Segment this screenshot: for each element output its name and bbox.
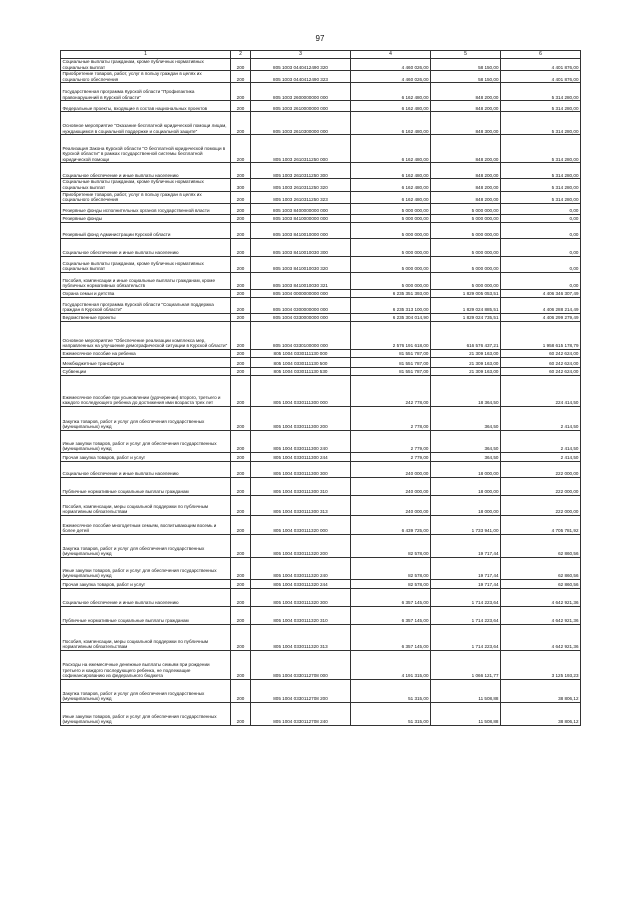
- row-approved-cell: 4 191 315,00: [351, 650, 431, 679]
- row-name-cell: Пособия, компенсации и иные социальные выплаты гражданам, кроме публичных нормативных обязательств: [61, 272, 231, 289]
- row-executed-cell: 1 714 223,64: [431, 588, 501, 606]
- row-executed-cell: 21 309 163,00: [431, 349, 501, 357]
- table-row: [61, 321, 581, 349]
- row-executed-cell: 1 714 223,64: [431, 606, 501, 624]
- row-code-cell: 200: [231, 101, 251, 112]
- column-header: 1: [61, 51, 231, 59]
- table-row: [61, 203, 581, 214]
- row-code-cell: 200: [231, 349, 251, 357]
- row-remainder-cell: 0,00: [501, 256, 581, 272]
- row-code-cell: 200: [231, 375, 251, 406]
- row-classification-cell: 805 1004 0330111320 000: [251, 515, 351, 534]
- row-remainder-cell: 60 242 624,00: [501, 357, 581, 367]
- table-row: [61, 214, 581, 222]
- row-approved-cell: 240 000,00: [351, 477, 431, 495]
- row-remainder-cell: 5 314 280,00: [501, 101, 581, 112]
- row-name-cell: Прочая закупка товаров, работ и услуг: [61, 452, 231, 461]
- row-name-cell: Социальное обеспечение и иные выплаты населению: [61, 238, 231, 256]
- row-remainder-cell: 2 414,50: [501, 406, 581, 430]
- row-remainder-cell: 4 406 299 279,49: [501, 313, 581, 321]
- row-name-cell: Реализация Закона Курской области "О бесплатной юридической помощи в Курской области" в рамках государственной системы бесплатной юридической помощи: [61, 135, 231, 163]
- row-executed-cell: 58 150,00: [431, 71, 501, 83]
- row-name-cell: Иные закупки товаров, работ и услуг для обеспечения государственных (муниципальных) нужд: [61, 557, 231, 579]
- table-row: [61, 71, 581, 83]
- row-approved-cell: 4 460 026,00: [351, 71, 431, 83]
- row-classification-cell: 805 1003 8400000000 000: [251, 203, 351, 214]
- table-row: [61, 495, 581, 515]
- row-code-cell: 200: [231, 357, 251, 367]
- row-approved-cell: 6 235 351 393,00: [351, 289, 431, 297]
- row-name-cell: Резервный фонд Администрации Курской области: [61, 222, 231, 238]
- row-approved-cell: 5 000 000,00: [351, 272, 431, 289]
- row-classification-cell: 805 1004 0330112708 000: [251, 650, 351, 679]
- row-remainder-cell: 4 406 288 214,49: [501, 297, 581, 313]
- row-code-cell: 200: [231, 588, 251, 606]
- row-classification-cell: 805 1004 0330111130 000: [251, 349, 351, 357]
- row-approved-cell: 5 000 000,00: [351, 214, 431, 222]
- row-classification-cell: 805 1003 8410000000 000: [251, 214, 351, 222]
- row-approved-cell: 5 000 000,00: [351, 222, 431, 238]
- row-remainder-cell: 0,00: [501, 203, 581, 214]
- row-executed-cell: 19 717,44: [431, 534, 501, 557]
- table-row: [61, 557, 581, 579]
- table-row: [61, 534, 581, 557]
- row-classification-cell: 805 1004 0330000000 000: [251, 313, 351, 321]
- row-classification-cell: 805 1004 0330111300 200: [251, 406, 351, 430]
- row-approved-cell: 2 779,00: [351, 452, 431, 461]
- row-remainder-cell: 2 414,50: [501, 430, 581, 452]
- row-name-cell: Прочая закупка товаров, работ и услуг: [61, 579, 231, 588]
- row-executed-cell: 18 000,00: [431, 495, 501, 515]
- row-code-cell: 200: [231, 289, 251, 297]
- row-approved-cell: 6 235 313 100,00: [351, 297, 431, 313]
- row-approved-cell: 4 460 026,00: [351, 59, 431, 71]
- row-remainder-cell: 5 314 280,00: [501, 179, 581, 191]
- table-row: [61, 163, 581, 179]
- row-name-cell: Закупка товаров, работ и услуг для обеспечения государственных (муниципальных) нужд: [61, 534, 231, 557]
- row-executed-cell: 19 717,44: [431, 579, 501, 588]
- row-executed-cell: 58 150,00: [431, 59, 501, 71]
- row-approved-cell: 2 778,00: [351, 406, 431, 430]
- row-classification-cell: 805 1004 0330111300 000: [251, 375, 351, 406]
- row-code-cell: 200: [231, 461, 251, 477]
- column-header: 4: [351, 51, 431, 59]
- row-executed-cell: 848 200,00: [431, 163, 501, 179]
- row-name-cell: Социальное обеспечение и иные выплаты населению: [61, 163, 231, 179]
- row-executed-cell: 5 000 000,00: [431, 214, 501, 222]
- row-approved-cell: 2 779,00: [351, 430, 431, 452]
- row-remainder-cell: 222 000,00: [501, 461, 581, 477]
- row-executed-cell: 848 200,00: [431, 191, 501, 203]
- row-approved-cell: 240 000,00: [351, 461, 431, 477]
- row-approved-cell: 81 551 787,00: [351, 357, 431, 367]
- table-row: [61, 430, 581, 452]
- row-code-cell: 200: [231, 83, 251, 101]
- row-name-cell: Публичные нормативные социальные выплаты гражданам: [61, 477, 231, 495]
- row-code-cell: 200: [231, 71, 251, 83]
- row-name-cell: Закупка товаров, работ и услуг для обеспечения государственных (муниципальных) нужд: [61, 406, 231, 430]
- row-name-cell: Охрана семьи и детства: [61, 289, 231, 297]
- column-header: 5: [431, 51, 501, 59]
- row-code-cell: 200: [231, 477, 251, 495]
- row-approved-cell: 5 000 000,00: [351, 256, 431, 272]
- table-row: [61, 357, 581, 367]
- table-row: [61, 452, 581, 461]
- row-name-cell: Резервные фонды исполнительных органов государственной власти: [61, 203, 231, 214]
- row-code-cell: 200: [231, 297, 251, 313]
- row-remainder-cell: 62 860,56: [501, 534, 581, 557]
- row-code-cell: 200: [231, 557, 251, 579]
- row-executed-cell: 21 309 163,00: [431, 367, 501, 375]
- row-executed-cell: 18 364,50: [431, 375, 501, 406]
- row-executed-cell: 1 829 024 735,51: [431, 313, 501, 321]
- row-executed-cell: 11 508,88: [431, 702, 501, 725]
- row-code-cell: 200: [231, 624, 251, 650]
- row-code-cell: 200: [231, 406, 251, 430]
- row-remainder-cell: 4 705 781,92: [501, 515, 581, 534]
- row-classification-cell: 805 1003 2610000000 000: [251, 101, 351, 112]
- table-row: [61, 679, 581, 702]
- row-classification-cell: 805 1003 8410010030 300: [251, 238, 351, 256]
- row-name-cell: Закупка товаров, работ и услуг для обеспечения государственных (муниципальных) нужд: [61, 679, 231, 702]
- table-row: [61, 83, 581, 101]
- row-name-cell: Основное мероприятие "Обеспечение реализации комплекса мер, направленных на улучшение демографической ситуации в Курской области": [61, 321, 231, 349]
- row-name-cell: Социальное обеспечение и иные выплаты населению: [61, 588, 231, 606]
- row-classification-cell: 805 1003 0440412490 323: [251, 71, 351, 83]
- row-name-cell: Социальные выплаты гражданам, кроме публичных нормативных социальных выплат: [61, 179, 231, 191]
- row-executed-cell: 5 000 000,00: [431, 272, 501, 289]
- row-code-cell: 200: [231, 679, 251, 702]
- table-row: [61, 349, 581, 357]
- table-row: [61, 313, 581, 321]
- row-remainder-cell: 60 242 624,00: [501, 349, 581, 357]
- row-approved-cell: 6 357 145,00: [351, 588, 431, 606]
- row-code-cell: 200: [231, 112, 251, 135]
- row-remainder-cell: 0,00: [501, 272, 581, 289]
- row-classification-cell: 805 1003 2610311250 000: [251, 135, 351, 163]
- row-executed-cell: 848 200,00: [431, 83, 501, 101]
- row-code-cell: 200: [231, 534, 251, 557]
- table-row: [61, 515, 581, 534]
- row-remainder-cell: 3 125 193,23: [501, 650, 581, 679]
- table-row: [61, 375, 581, 406]
- row-approved-cell: 6 235 304 014,90: [351, 313, 431, 321]
- row-name-cell: Государственная программа Курской области "Социальная поддержка граждан в Курской области": [61, 297, 231, 313]
- row-remainder-cell: 5 314 280,00: [501, 163, 581, 179]
- table-row: [61, 191, 581, 203]
- row-approved-cell: 82 578,00: [351, 579, 431, 588]
- row-remainder-cell: 38 806,12: [501, 679, 581, 702]
- column-header: 2: [231, 51, 251, 59]
- row-remainder-cell: 5 314 280,00: [501, 83, 581, 101]
- row-executed-cell: 5 000 000,00: [431, 203, 501, 214]
- row-executed-cell: 19 717,44: [431, 557, 501, 579]
- row-remainder-cell: 4 401 876,00: [501, 71, 581, 83]
- row-remainder-cell: 4 642 921,36: [501, 606, 581, 624]
- row-code-cell: 200: [231, 606, 251, 624]
- row-approved-cell: 6 357 145,00: [351, 606, 431, 624]
- row-classification-cell: 805 1004 0330111320 300: [251, 588, 351, 606]
- row-classification-cell: 805 1004 0330111130 530: [251, 367, 351, 375]
- table-row: [61, 297, 581, 313]
- row-classification-cell: 805 1004 0330100000 000: [251, 321, 351, 349]
- row-code-cell: 200: [231, 214, 251, 222]
- row-executed-cell: 5 000 000,00: [431, 256, 501, 272]
- table-row: [61, 606, 581, 624]
- table-row: [61, 624, 581, 650]
- row-name-cell: Основное мероприятие "Оказание бесплатной юридической помощи лицам, нуждающимся в социальной поддержке и социальной защите": [61, 112, 231, 135]
- row-remainder-cell: 4 642 921,36: [501, 624, 581, 650]
- row-code-cell: 200: [231, 702, 251, 725]
- row-name-cell: Приобретение товаров, работ, услуг в пользу граждан в целях их социального обеспечения: [61, 191, 231, 203]
- row-approved-cell: 6 162 480,00: [351, 101, 431, 112]
- row-classification-cell: 805 1003 8410010030 321: [251, 272, 351, 289]
- table-row: [61, 477, 581, 495]
- row-approved-cell: 81 551 787,00: [351, 367, 431, 375]
- row-name-cell: Иные закупки товаров, работ и услуг для обеспечения государственных (муниципальных) нужд: [61, 430, 231, 452]
- table-row: [61, 222, 581, 238]
- table-row: [61, 238, 581, 256]
- row-remainder-cell: 0,00: [501, 214, 581, 222]
- row-executed-cell: 616 576 437,21: [431, 321, 501, 349]
- row-remainder-cell: 4 406 346 307,49: [501, 289, 581, 297]
- column-header: 3: [251, 51, 351, 59]
- row-classification-cell: 805 1004 0330111300 244: [251, 452, 351, 461]
- table-row: [61, 702, 581, 725]
- row-code-cell: 200: [231, 650, 251, 679]
- row-name-cell: Пособия, компенсации, меры социальной поддержки по публичным нормативным обязательствам: [61, 495, 231, 515]
- table-row: [61, 59, 581, 71]
- row-name-cell: Социальное обеспечение и иные выплаты населению: [61, 461, 231, 477]
- row-approved-cell: 242 778,00: [351, 375, 431, 406]
- row-approved-cell: 6 162 480,00: [351, 163, 431, 179]
- row-remainder-cell: 62 860,56: [501, 579, 581, 588]
- row-remainder-cell: 60 242 624,00: [501, 367, 581, 375]
- row-remainder-cell: 224 414,50: [501, 375, 581, 406]
- page-number: 97: [315, 34, 325, 43]
- row-code-cell: 200: [231, 515, 251, 534]
- row-name-cell: Ежемесячное пособие при усыновлении (удочерении) второго, третьего и каждого последующего ребенка до достижения ими возраста трех лет: [61, 375, 231, 406]
- table-row: [61, 588, 581, 606]
- row-name-cell: Межбюджетные трансферты: [61, 357, 231, 367]
- row-classification-cell: 805 1004 0330111320 244: [251, 579, 351, 588]
- table-row: [61, 461, 581, 477]
- table-row: [61, 101, 581, 112]
- row-classification-cell: 805 1003 2610311250 300: [251, 163, 351, 179]
- row-approved-cell: 82 578,00: [351, 534, 431, 557]
- row-approved-cell: 2 576 191 618,00: [351, 321, 431, 349]
- table-row: [61, 406, 581, 430]
- row-classification-cell: 805 1003 2600000000 000: [251, 83, 351, 101]
- row-remainder-cell: 222 000,00: [501, 477, 581, 495]
- row-code-cell: 200: [231, 367, 251, 375]
- row-approved-cell: 240 000,00: [351, 495, 431, 515]
- row-classification-cell: 805 1004 0330112708 200: [251, 679, 351, 702]
- row-classification-cell: 805 1004 0330111130 500: [251, 357, 351, 367]
- row-approved-cell: 6 162 480,00: [351, 83, 431, 101]
- row-executed-cell: 1 829 024 885,51: [431, 297, 501, 313]
- row-classification-cell: 805 1003 2610311250 323: [251, 191, 351, 203]
- row-code-cell: 200: [231, 313, 251, 321]
- row-code-cell: 200: [231, 203, 251, 214]
- row-remainder-cell: 5 314 280,00: [501, 191, 581, 203]
- row-approved-cell: 6 357 145,00: [351, 624, 431, 650]
- column-header: 6: [501, 51, 581, 59]
- row-approved-cell: 6 439 725,00: [351, 515, 431, 534]
- row-executed-cell: 364,50: [431, 452, 501, 461]
- row-approved-cell: 51 315,00: [351, 679, 431, 702]
- row-remainder-cell: 38 806,12: [501, 702, 581, 725]
- row-approved-cell: 81 551 787,00: [351, 349, 431, 357]
- row-executed-cell: 18 000,00: [431, 461, 501, 477]
- row-classification-cell: 805 1003 0440412490 320: [251, 59, 351, 71]
- row-remainder-cell: 0,00: [501, 238, 581, 256]
- row-executed-cell: 848 200,00: [431, 179, 501, 191]
- table-row: [61, 289, 581, 297]
- row-executed-cell: 848 200,00: [431, 135, 501, 163]
- row-code-cell: 200: [231, 135, 251, 163]
- table-row: [61, 272, 581, 289]
- row-name-cell: Социальные выплаты гражданам, кроме публичных нормативных социальных выплат: [61, 256, 231, 272]
- row-remainder-cell: 62 860,56: [501, 557, 581, 579]
- row-code-cell: 200: [231, 256, 251, 272]
- budget-table: [60, 50, 581, 726]
- row-code-cell: 200: [231, 272, 251, 289]
- row-name-cell: Иные закупки товаров, работ и услуг для обеспечения государственных (муниципальных) нужд: [61, 702, 231, 725]
- row-remainder-cell: 4 642 921,36: [501, 588, 581, 606]
- row-classification-cell: 805 1004 0330111300 240: [251, 430, 351, 452]
- row-executed-cell: 5 000 000,00: [431, 238, 501, 256]
- row-name-cell: Субвенции: [61, 367, 231, 375]
- row-classification-cell: 805 1004 0330111320 200: [251, 534, 351, 557]
- row-approved-cell: 6 162 480,00: [351, 135, 431, 163]
- row-classification-cell: 805 1003 2610311250 320: [251, 179, 351, 191]
- row-approved-cell: 5 000 000,00: [351, 203, 431, 214]
- row-code-cell: 200: [231, 579, 251, 588]
- table-row: [61, 579, 581, 588]
- row-code-cell: 200: [231, 191, 251, 203]
- row-executed-cell: 11 508,88: [431, 679, 501, 702]
- row-approved-cell: 5 000 000,00: [351, 238, 431, 256]
- row-classification-cell: 805 1004 0330111300 300: [251, 461, 351, 477]
- row-code-cell: 200: [231, 495, 251, 515]
- table-row: [61, 650, 581, 679]
- row-remainder-cell: 5 314 280,00: [501, 112, 581, 135]
- row-executed-cell: 5 000 000,00: [431, 222, 501, 238]
- row-name-cell: Пособия, компенсации, меры социальной поддержки по публичным нормативным обязательствам: [61, 624, 231, 650]
- row-executed-cell: 848 200,00: [431, 101, 501, 112]
- row-approved-cell: 51 315,00: [351, 702, 431, 725]
- row-code-cell: 200: [231, 222, 251, 238]
- row-name-cell: Ежемесячное пособие на ребенка: [61, 349, 231, 357]
- row-name-cell: Государственная программа Курской области "Профилактика правонарушений в Курской области": [61, 83, 231, 101]
- row-name-cell: Ведомственные проекты: [61, 313, 231, 321]
- row-executed-cell: 848 300,00: [431, 112, 501, 135]
- row-classification-cell: 805 1003 8410010000 000: [251, 222, 351, 238]
- row-classification-cell: 805 1004 0330111300 313: [251, 495, 351, 515]
- row-name-cell: Социальные выплаты гражданам, кроме публичных нормативных социальных выплат: [61, 59, 231, 71]
- row-classification-cell: 805 1004 0330112708 240: [251, 702, 351, 725]
- row-name-cell: Расходы на ежемесячные денежные выплаты семьям при рождении третьего и каждого последующего ребенка, не подлежащие софинансированию из федерального бюджета: [61, 650, 231, 679]
- row-approved-cell: 6 162 480,00: [351, 191, 431, 203]
- row-code-cell: 200: [231, 238, 251, 256]
- row-code-cell: 200: [231, 321, 251, 349]
- table-row: [61, 367, 581, 375]
- table-row: [61, 135, 581, 163]
- row-approved-cell: 6 162 480,00: [351, 112, 431, 135]
- table-row: [61, 179, 581, 191]
- row-code-cell: 200: [231, 59, 251, 71]
- row-remainder-cell: 0,00: [501, 222, 581, 238]
- row-name-cell: Приобретение товаров, работ, услуг в пользу граждан в целях их социального обеспечения: [61, 71, 231, 83]
- row-classification-cell: 805 1003 8410010030 320: [251, 256, 351, 272]
- row-code-cell: 200: [231, 430, 251, 452]
- row-classification-cell: 805 1004 0300000000 000: [251, 297, 351, 313]
- row-remainder-cell: 5 314 280,00: [501, 135, 581, 163]
- row-classification-cell: 805 1004 0330111320 313: [251, 624, 351, 650]
- row-executed-cell: 1 829 005 053,51: [431, 289, 501, 297]
- row-remainder-cell: 1 958 615 178,79: [501, 321, 581, 349]
- table-row: [61, 112, 581, 135]
- row-name-cell: Федеральные проекты, входящие в состав национальных проектов: [61, 101, 231, 112]
- row-code-cell: 300: [231, 179, 251, 191]
- row-approved-cell: 82 578,00: [351, 557, 431, 579]
- row-classification-cell: 805 1004 0330111300 310: [251, 477, 351, 495]
- row-remainder-cell: 222 000,00: [501, 495, 581, 515]
- table-row: [61, 256, 581, 272]
- row-classification-cell: 805 1004 0330111320 240: [251, 557, 351, 579]
- row-remainder-cell: 4 401 876,00: [501, 59, 581, 71]
- row-executed-cell: 21 309 163,00: [431, 357, 501, 367]
- row-remainder-cell: 2 414,50: [501, 452, 581, 461]
- row-executed-cell: 1 066 121,77: [431, 650, 501, 679]
- row-executed-cell: 364,50: [431, 406, 501, 430]
- row-executed-cell: 1 714 223,64: [431, 624, 501, 650]
- row-approved-cell: 6 162 480,00: [351, 179, 431, 191]
- table-header-row: [61, 51, 581, 59]
- row-code-cell: 200: [231, 163, 251, 179]
- row-classification-cell: 805 1004 0000000000 000: [251, 289, 351, 297]
- row-executed-cell: 364,50: [431, 430, 501, 452]
- row-executed-cell: 1 733 941,00: [431, 515, 501, 534]
- row-code-cell: 200: [231, 452, 251, 461]
- row-classification-cell: 805 1004 0330111320 310: [251, 606, 351, 624]
- row-name-cell: Публичные нормативные социальные выплаты гражданам: [61, 606, 231, 624]
- row-name-cell: Резервные фонды: [61, 214, 231, 222]
- row-executed-cell: 18 000,00: [431, 477, 501, 495]
- row-classification-cell: 805 1003 2610300000 000: [251, 112, 351, 135]
- row-name-cell: Ежемесячное пособие многодетным семьям, воспитывающим восемь и более детей: [61, 515, 231, 534]
